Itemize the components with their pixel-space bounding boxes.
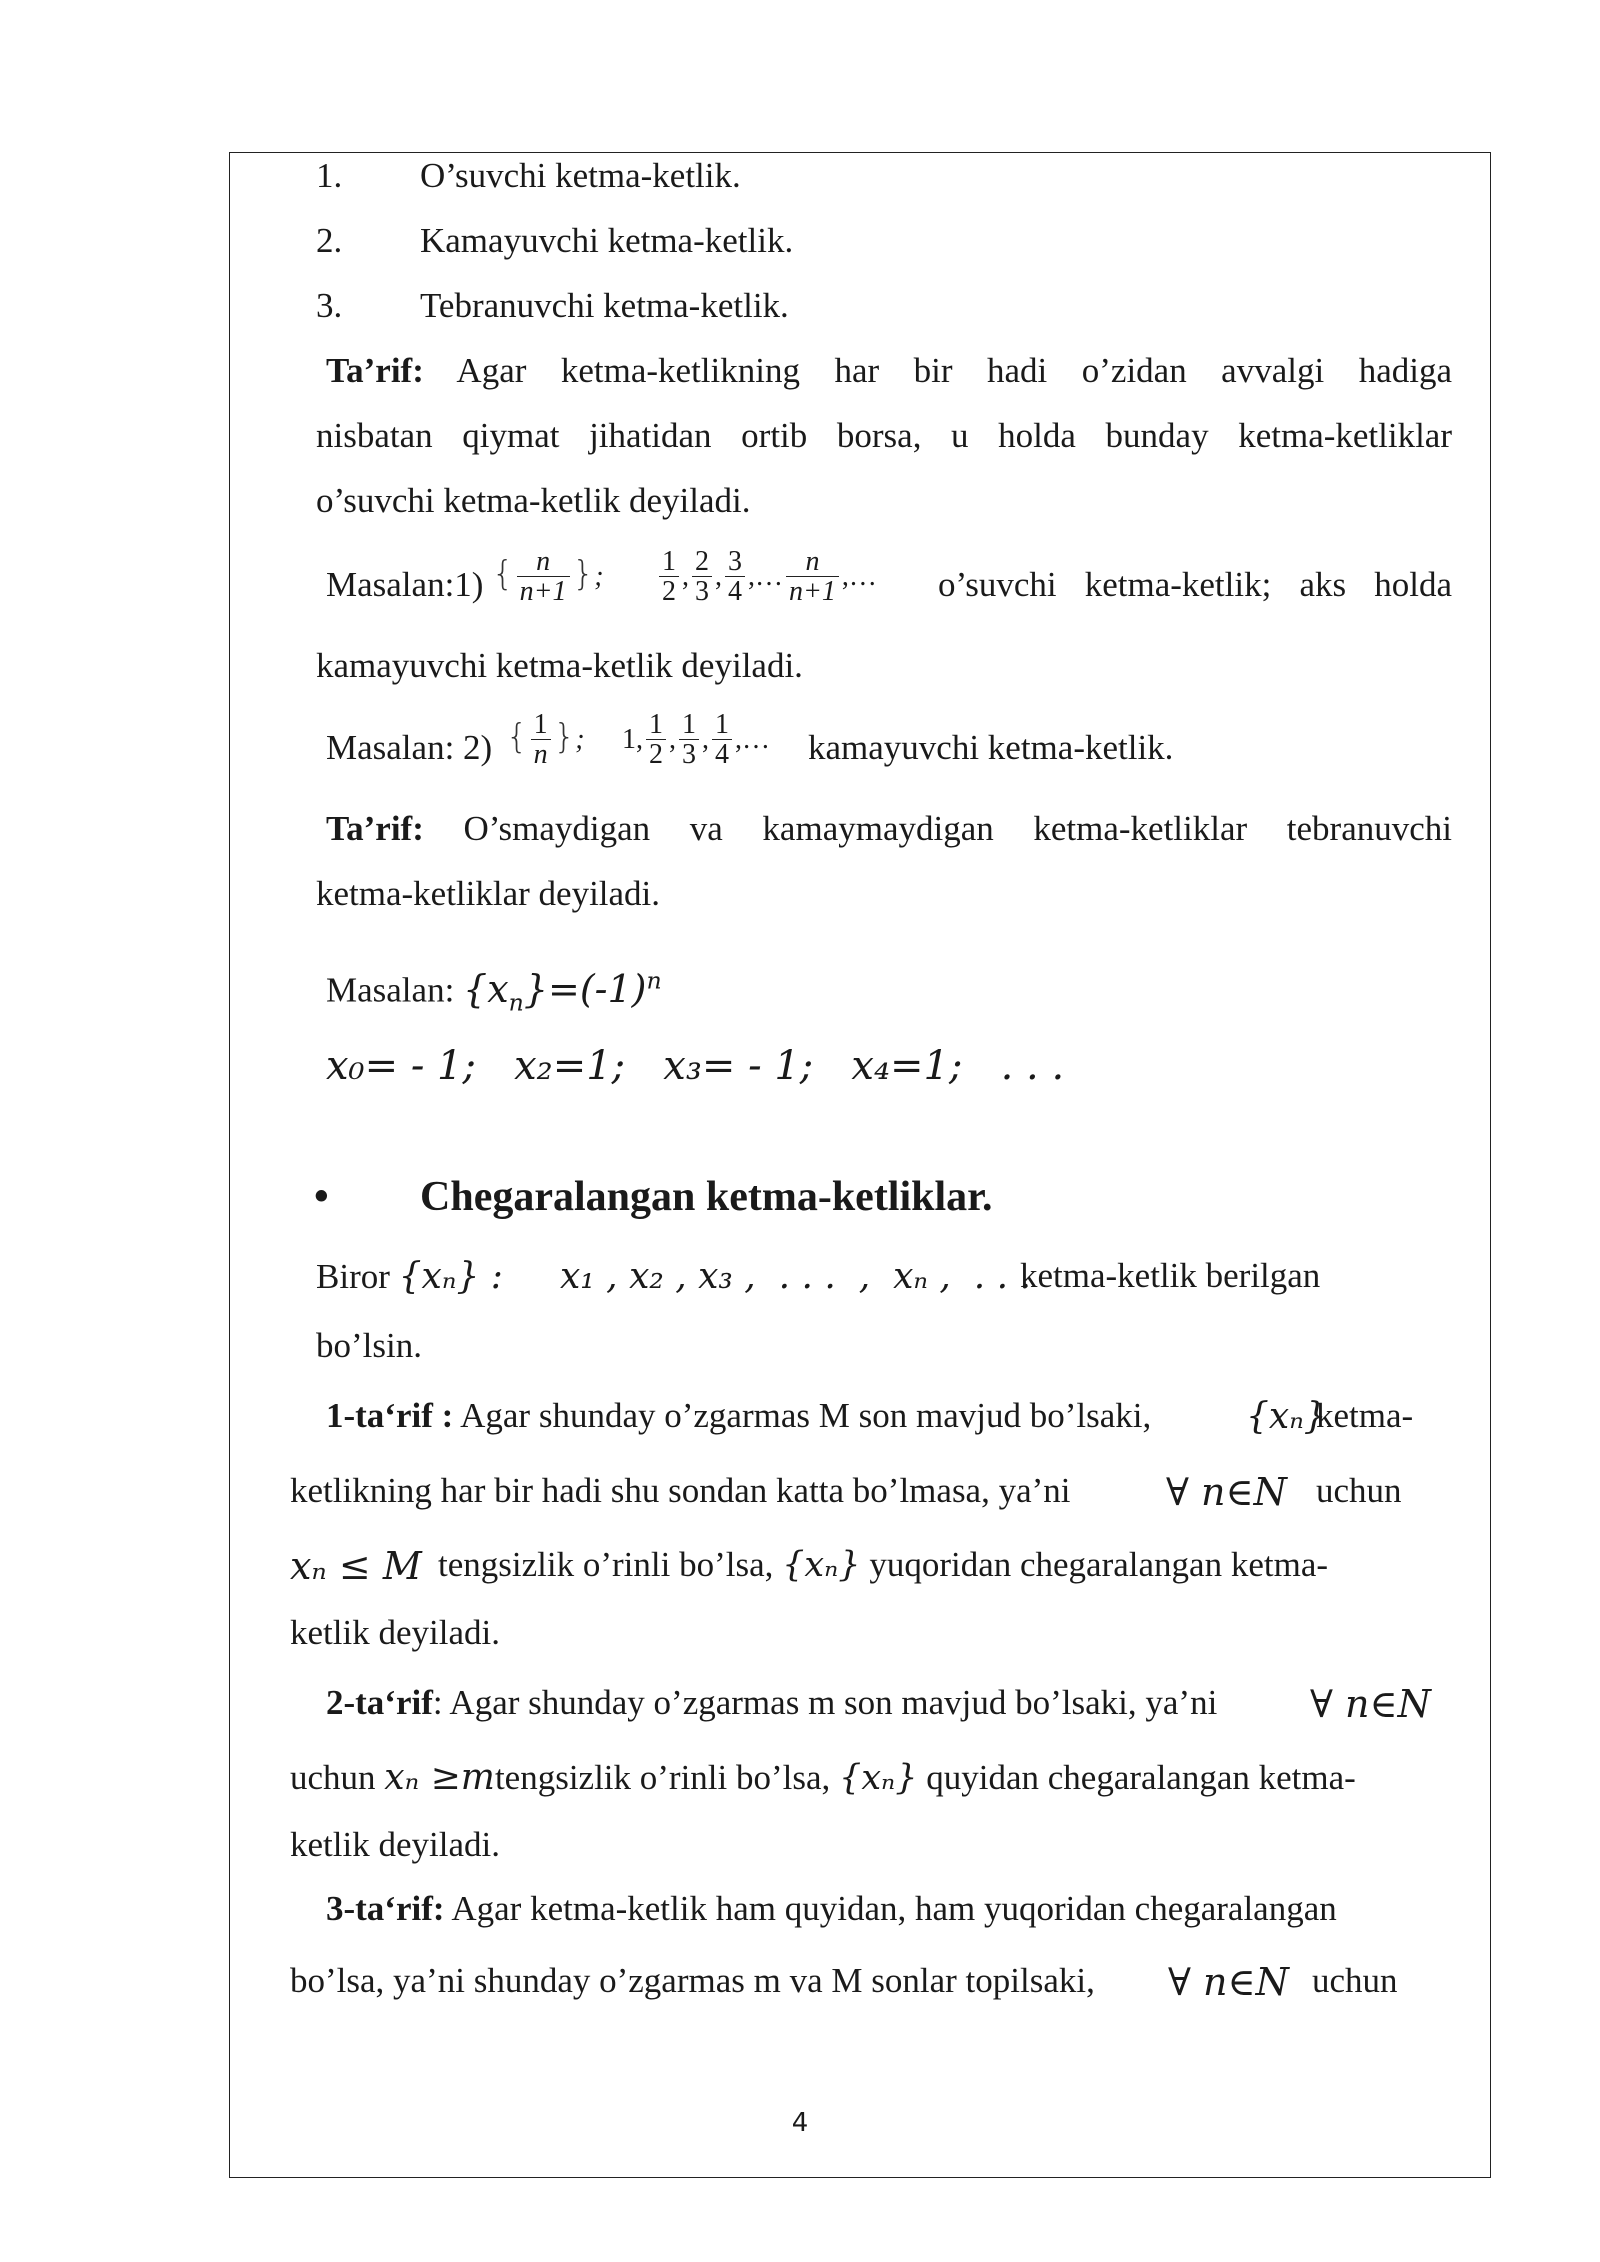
fraction-denominator: 4	[728, 576, 742, 608]
fraction-denominator: 2	[649, 739, 663, 771]
example-line	[326, 707, 1452, 777]
list-text: O’suvchi ketma-ketlik.	[420, 156, 741, 195]
fraction-denominator: 4	[715, 739, 729, 771]
example-label: Masalan:1)	[326, 565, 484, 604]
intro-text: Biror	[316, 1257, 390, 1296]
example-text: o’suvchi ketma-ketlik; aks holda	[938, 565, 1452, 604]
definition-line	[326, 1682, 1456, 1724]
definition-line	[290, 1470, 1450, 1512]
forall-condition: ∀ n∈N	[1166, 1470, 1287, 1514]
bullet-icon: •	[314, 1174, 329, 1220]
definition-label: Ta’rif:	[326, 809, 424, 848]
example-text: kamayuvchi ketma-ketlik.	[808, 728, 1174, 767]
example-line	[326, 544, 1452, 614]
definition-line	[290, 1756, 1450, 1799]
definition-text: tengsizlik o’rinli bo’lsa,	[494, 1758, 831, 1797]
sequence-set: {xₙ}	[782, 1545, 861, 1585]
definition-text: ketma-ketliklar deyiladi.	[316, 874, 661, 913]
fraction-numerator: 1	[659, 547, 679, 577]
definition-text: Agar ketma-ketlikning har bir hadi o’zidan avvalgi hadiga	[456, 351, 1452, 390]
fraction-denominator: n+1	[789, 576, 836, 608]
list-item	[316, 220, 794, 262]
fraction-numerator: 3	[725, 547, 745, 577]
sequence-set: {xₙ}	[839, 1758, 918, 1798]
definition-label: 1-ta‘rif :	[326, 1396, 454, 1435]
list-item	[316, 155, 741, 197]
example-text: kamayuvchi ketma-ketlik deyiladi.	[316, 646, 803, 685]
definition-line	[326, 808, 1452, 850]
definition-text: nisbatan qiymat jihatidan ortib borsa, u holda bunday ketma-ketliklar	[316, 416, 1452, 455]
definition-text: uchun	[1312, 1961, 1398, 2000]
example-label: Masalan: 2)	[326, 728, 493, 767]
definition-text: ketlik deyiladi.	[290, 1825, 500, 1864]
fraction-numerator: 1	[531, 710, 551, 740]
sequence-set: {xₙ}	[398, 1256, 480, 1297]
definition-text: Agar shunday o’zgarmas M son mavjud bo’lsaki,	[460, 1396, 1152, 1435]
sequence-formula: { $\frac{1}{n}$ };	[506, 709, 585, 771]
intro-line	[316, 1325, 422, 1367]
definition-line	[326, 350, 1452, 392]
definition-label: 3-ta‘rif:	[326, 1889, 445, 1928]
definition-text: O’smaydigan va kamaymaydigan ketma-ketliklar tebranuvchi	[463, 809, 1452, 848]
fraction-denominator: 3	[682, 739, 696, 771]
section-heading	[314, 1172, 993, 1222]
fraction-denominator: n	[533, 739, 548, 771]
example-label: Masalan:	[326, 970, 455, 1010]
fraction-denominator: 2	[662, 576, 676, 608]
definition-text: : Agar shunday o’zgarmas m son mavjud bo’lsaki, ya’ni	[432, 1683, 1218, 1722]
definition-line	[316, 480, 750, 522]
definition-text: uchun	[1316, 1471, 1402, 1510]
list-number: 1.	[316, 156, 343, 195]
sequence-terms: $\frac{1}{2}$ , $\frac{2}{3}$ , $\frac{3}{4}$ ,… $\frac{n}{n+1}$ ,…	[656, 547, 877, 607]
sequence-formula: { $\frac{n}{n+1}$ };	[492, 546, 604, 608]
definition-text: bo’lsa, ya’ni shunday o’zgarmas m va M sonlar topilsaki,	[290, 1961, 1095, 2000]
definition-line	[290, 1612, 500, 1654]
definition-line	[326, 1888, 1456, 1930]
sequence-values: x₀= - 1; x₂=1; x₃= - 1; x₄=1; . . .	[326, 1043, 1065, 1089]
forall-condition: ∀ n∈N	[1310, 1682, 1431, 1726]
list-number: 2.	[316, 221, 343, 260]
fraction-denominator: n+1	[519, 576, 567, 608]
sequence-terms: 1, $\frac{1}{2}$ , $\frac{1}{3}$ , $\frac{1}{4}$ ,…	[622, 709, 770, 771]
definition-line	[316, 873, 660, 915]
fraction-denominator: 3	[695, 576, 709, 608]
definition-line	[290, 1960, 1450, 2002]
section-title: Chegaralangan ketma-ketliklar.	[420, 1174, 993, 1220]
fraction-numerator: 1	[646, 710, 666, 740]
sequence-terms: x₁ , x₂ , x₃ , . . . , xₙ , . . .	[560, 1256, 1031, 1297]
forall-condition: ∀ n∈N	[1168, 1960, 1289, 2004]
inequality: xₙ ≤ M	[290, 1544, 422, 1588]
definition-text: o’suvchi ketma-ketlik deyiladi.	[316, 481, 751, 520]
list-number: 3.	[316, 286, 343, 325]
definition-line	[290, 1544, 1450, 1590]
fraction-numerator: n	[786, 547, 839, 577]
list-text: Tebranuvchi ketma-ketlik.	[420, 286, 789, 325]
intro-line: Biror {xₙ} : x₁ , x₂ , x₃ , . . . , xₙ , . . . ketma-ketlik berilgan	[316, 1256, 1321, 1297]
intro-text: bo’lsin.	[316, 1326, 422, 1365]
fraction-numerator: 1	[679, 710, 699, 740]
definition-text: ketlikning har bir hadi shu sondan katta bo’lmasa, ya’ni	[290, 1471, 1071, 1510]
definition-label: 2-ta‘rif	[326, 1683, 433, 1722]
sequence-set: {xₙ}	[1246, 1396, 1327, 1437]
definition-label: Ta’rif:	[326, 351, 424, 390]
definition-text: uchun	[290, 1758, 376, 1797]
inequality: xₙ ≥m	[384, 1757, 495, 1798]
definition-text: quyidan chegaralangan ketma-	[926, 1758, 1356, 1797]
list-text: Kamayuvchi ketma-ketlik.	[420, 221, 794, 260]
list-item	[316, 285, 789, 327]
fraction-numerator: 1	[712, 710, 732, 740]
intro-text: ketma-ketlik berilgan	[1020, 1256, 1321, 1295]
first-term: 1	[622, 724, 636, 756]
fraction-numerator: n	[517, 547, 570, 577]
fraction-numerator: 2	[692, 547, 712, 577]
definition-text: Agar ketma-ketlik ham quyidan, ham yuqoridan chegaralangan	[451, 1889, 1337, 1928]
definition-line	[290, 1824, 500, 1866]
example-line	[316, 645, 803, 687]
definition-line	[326, 1395, 1456, 1437]
definition-text: ketlik deyiladi.	[290, 1613, 500, 1652]
page-number: 4	[791, 2108, 809, 2138]
definition-text: ketma-	[1316, 1396, 1414, 1435]
oscillating-formula: $\{x_n\}=(-1)^n$	[463, 966, 662, 1017]
example-line	[326, 966, 662, 1017]
definition-line	[316, 415, 1452, 457]
definition-text: tengsizlik o’rinli bo’lsa, {xₙ} yuqoridan chegaralangan ketma-	[438, 1545, 1329, 1585]
